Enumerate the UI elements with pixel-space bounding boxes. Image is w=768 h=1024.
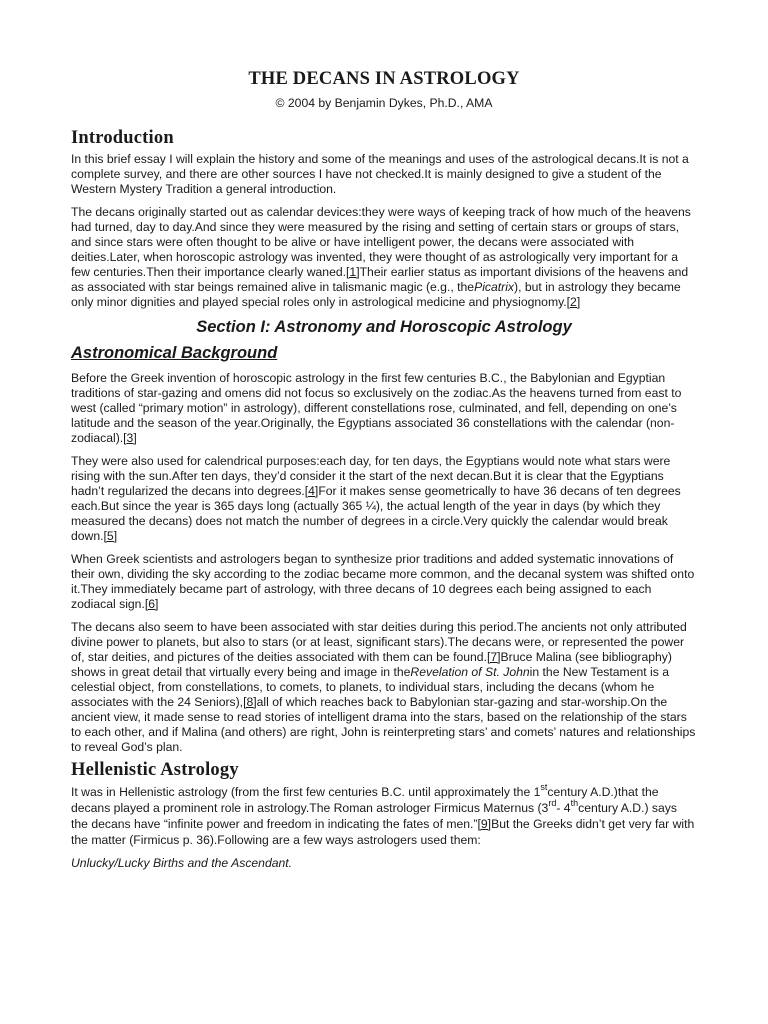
astronomical-background-heading: Astronomical Background	[71, 344, 278, 362]
text-run: When Greek scientists and astrologers began to synthesize prior traditions and added systematic innovations of their own, dividing the sky according to the zodiac became more common, and the decanal system was shifted onto it.They immediately became part of astrology, with three decans of 10 degrees each being assigned to each zodiacal sign.	[71, 552, 695, 611]
text-run: - 4	[556, 801, 571, 815]
text-run: all of which reaches back to Babylonian star-gazing and star-worship.On the ancient view, it made sense to read stories of intelligent drama into the stars, based on the relationship of the stars to each other, and if Malina (and others) are right, John is reinterpreting stars’ and comets’ natures and relationships to reveal God’s plan.	[71, 695, 696, 754]
section-1-paragraph-2	[71, 454, 697, 544]
text-run: The decans originally started out as calendar devices:they were ways of keeping track of how much of the heavens had turned, day to day.And since they were measured by the rising and setting of certain stars or groups of stars, and since stars were often thought to be alive or have intelligent power, the decans were associated with deities.Later, when horoscopic astrology was invented, they were thought of as astrologically very important for a few centuries.Then their importance clearly waned.	[71, 205, 691, 279]
text-run: Before the Greek invention of horoscopic astrology in the first few centuries B.C., the Babylonian and Egyptian traditions of star-gazing and omens did not focus so exclusively on the zodiac.As the heavens turned from east to west (called “primary motion” in astrology), different constellations rose, culminated, and fell, depending on one’s latitude and the season of the year.Originally, the Egyptians associated 36 constellations with the calendar (non-zodiacal).	[71, 371, 682, 445]
text-run: Their earlier status as important divisions of the heavens and as associated with star beings remained alive in talismanic magic (e.g., the	[71, 265, 689, 294]
hellenistic-paragraph-1	[71, 781, 697, 848]
hellenistic-heading: Hellenistic Astrology	[71, 760, 239, 780]
document-byline: © 2004 by Benjamin Dykes, Ph.D., AMA	[275, 96, 493, 110]
text-run: Bruce Malina (see bibliography) shows in great detail that virtually every being and image in the	[71, 650, 672, 679]
footnote-link-5[interactable]: [5]	[103, 529, 118, 543]
italic-subtopic: Unlucky/Lucky Births and the Ascendant.	[71, 856, 293, 870]
document-title: THE DECANS IN ASTROLOGY	[248, 69, 520, 89]
section-1-heading: Section I: Astronomy and Horoscopic Astrology	[196, 318, 572, 336]
footnote-link-9[interactable]: [9]	[477, 817, 492, 831]
footnote-link-1[interactable]: [1]	[346, 265, 360, 279]
text-run: century A.D.)that the decans played a prominent role in astrology.The Roman astrologer Firmicus Maternus (3	[71, 785, 659, 815]
section-1-paragraph-1	[71, 371, 697, 446]
text-run: ), but in astrology they became only minor dignities and played special roles only in astrological medicine and physiognomy.	[71, 280, 681, 309]
hellenistic-subtopic	[71, 856, 697, 871]
intro-paragraph-1: In this brief essay I will explain the history and some of the meanings and uses of the astrological decans.It is not a complete survey, and there are other sources I have not checked.It is mainly designed to give a student of the Western Mystery Tradition a general introduction.	[71, 152, 689, 196]
footnote-link-6[interactable]: [6]	[144, 597, 159, 611]
italic-title: Picatrix	[474, 280, 515, 294]
footnote-link-3[interactable]: [3]	[123, 431, 137, 445]
section-1-paragraph-3	[71, 552, 697, 612]
footnote-link-2[interactable]: [2]	[566, 295, 581, 309]
footnote-link-7[interactable]: [7]	[486, 650, 501, 664]
footnote-link-4[interactable]: [4]	[304, 484, 319, 498]
text-run: The decans also seem to have been associated with star deities during this period.The ancients not only attributed divine power to planets, but also to stars (or at least, significant stars).The decans were, or represented the power of, star deities, and pictures of the deities associated with them can be found.	[71, 620, 687, 664]
text-run: century A.D.) says the decans have “infinite power and freedom in indicating the fates of men.”	[71, 801, 677, 831]
superscript: th	[570, 797, 579, 808]
section-1-paragraph-4	[71, 620, 697, 755]
text-run: in the New Testament is a celestial object, from constellations, to comets, to planets, to individual stars, including the decans (whom he associates with the 24 Seniors),	[71, 665, 669, 709]
text-run: But the Greeks didn’t get very far with the matter (Firmicus p. 36).Following are a few ways astrologers used them:	[71, 817, 695, 847]
document-page	[71, 69, 697, 879]
text-run: For it makes sense geometrically to have 36 decans of ten degrees each.But since the year is 365 days long (actually 365 ¼), the actual length of the year in days (by which they measured the decans) does not match the number of degrees in a circle.Very quickly the calendar would break down.	[71, 484, 681, 543]
intro-heading: Introduction	[71, 128, 174, 148]
text-run: It was in Hellenistic astrology (from the first few centuries B.C. until approximately the 1	[71, 785, 541, 799]
italic-title: Revelation of St. John	[410, 665, 530, 679]
intro-paragraph-2	[71, 205, 697, 310]
superscript: st	[540, 781, 548, 792]
text-run: They were also used for calendrical purposes:each day, for ten days, the Egyptians would note what stars were rising with the sun.After ten days, they’d consider it the start of the next decan.But it is clear that the Egyptians hadn’t regularized the decans into degrees.	[71, 454, 671, 498]
footnote-link-8[interactable]: [8]	[243, 695, 257, 709]
superscript: rd	[548, 797, 557, 808]
